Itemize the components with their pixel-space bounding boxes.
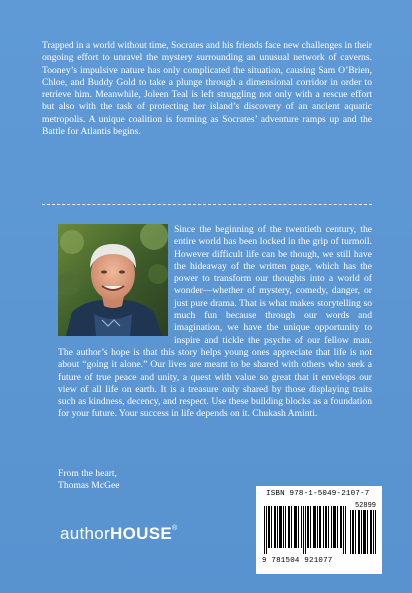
registered-mark: ® bbox=[171, 525, 178, 532]
signoff-author-name: Thomas McGee bbox=[58, 480, 120, 492]
dashed-divider bbox=[42, 204, 372, 205]
author-bio bbox=[58, 224, 372, 421]
publisher-logo bbox=[60, 524, 177, 544]
barcode-addon-bars bbox=[350, 510, 376, 554]
photo-spacer bbox=[58, 224, 168, 338]
barcode-bars bbox=[264, 500, 346, 554]
price-code: 52899 bbox=[354, 502, 376, 510]
signoff-greeting: From the heart, bbox=[58, 468, 117, 479]
isbn-barcode bbox=[256, 486, 382, 574]
isbn-label: ISBN 978-1-5049-2107-7 bbox=[266, 490, 370, 498]
publisher-logo-part1: author bbox=[60, 524, 111, 543]
book-blurb: Trapped in a world without time, Socrates and his friends face new challenges in their ongoing effort to unravel the mystery surrounding an unusual network of caverns. Tooney’s impulsive nature has only complicated the situation, causing Sam O’Brien, Chloe, and Buddy Gold to take a plunge through a dimensional corridor in order to retrieve him. Meanwhile, Joleen Teal is left struggling not only with a rescue effort but also with the task of protecting her island’s discovery of an ancient aquatic metropolis. A unique coalition is forming as Socrates’ adventure ramps up and the Battle for Atlantis begins. bbox=[42, 40, 372, 138]
isbn-digits: 9 781504 921077 bbox=[262, 557, 333, 565]
publisher-logo-part2: HOUSE bbox=[110, 524, 172, 543]
author-bio-text: Since the beginning of the twentieth century, the entire world has been locked in the grip of turmoil. However difficult life can be though, we still have the hideaway of the written page, which has the power to transform our thoughts into a world of wonder—whether of mystery, comedy, danger, or just pure drama. That is what makes storytelling so much fun because through our words and imagination, we have the unique opportunity to inspire and tickle the psyche of our fellow man. The author’s hope is that this story helps young ones appreciate that life is not about “going it alone.” Our lives are meant to be shared with others who seek a future of true peace and unity, a quest with value so great that it envelops our view of all life on earth. It is a treasure only shared by those displaying traits such as kindness, decency, and respect. Use these building blocks as a foundation for your future. Your success in life depends on it. Chukash Aminti. bbox=[58, 224, 372, 420]
signoff bbox=[58, 468, 120, 493]
